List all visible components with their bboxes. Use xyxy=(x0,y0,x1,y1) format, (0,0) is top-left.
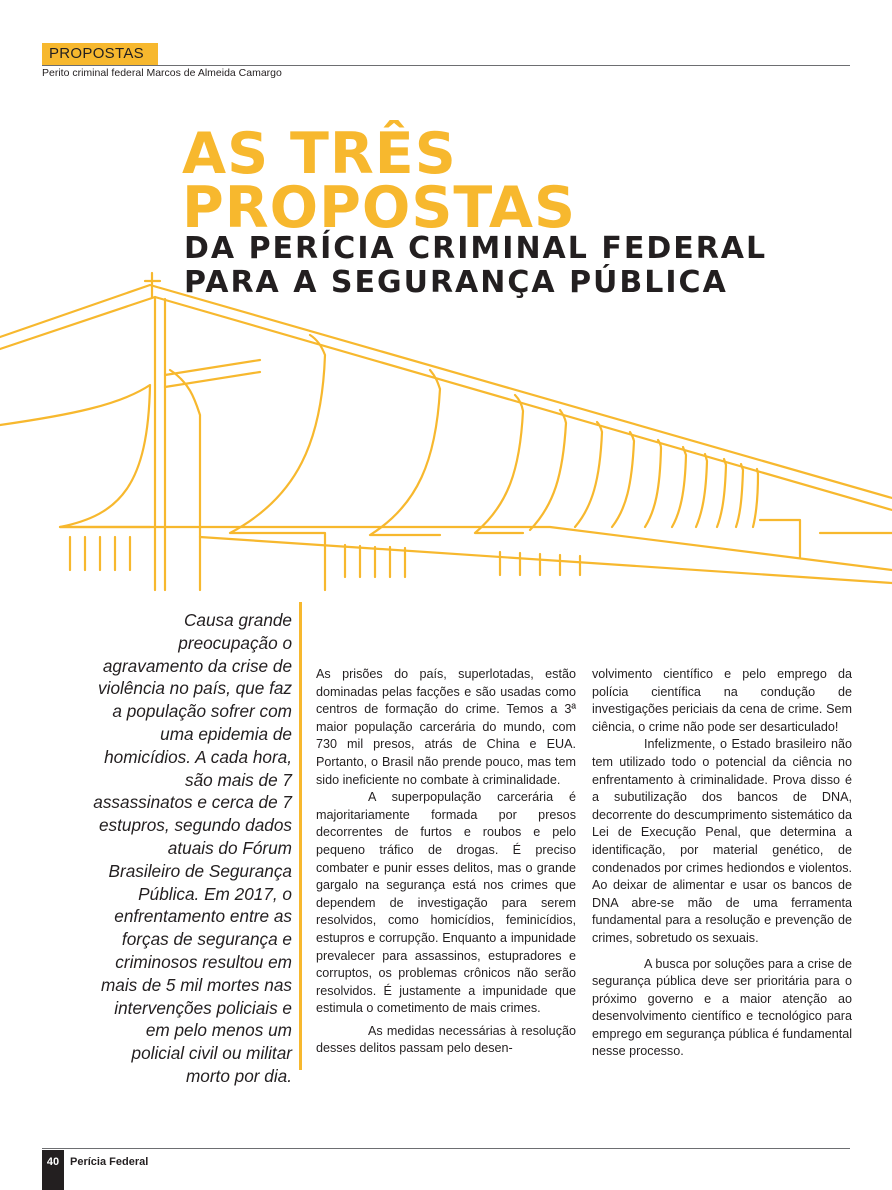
body-paragraph: Infelizmente, o Estado brasileiro não tem utilizado todo o potencial da ciência no enfrentamento à criminalidade. Prova disso é a subutilização dos bancos de DNA, decorrente do descumprimento sistemático da Lei de Execução Penal, que determina a identificação, por material genético, de condenados por crimes hediondos e violentos. Ao deixar de alimentar e usar os bancos de DNA abre-se mão de uma ferramenta fundamental para a resolução e prevenção de crimes, sobretudo os sexuais. xyxy=(592,737,852,945)
body-paragraph: As prisões do país, superlotadas, estão dominadas pelas facções e são usadas como centros de formação do crime. Temos a 3ª maior população carcerária do mundo, com 730 mil presos, atrás de China e EUA. Portanto, o Brasil não prende pouco, mas tem sido ineficiente no combate à criminalidade. xyxy=(316,667,576,787)
pull-quote: Causa grande preocupação o agravamento da crise de violência no país, que faz a população sofrer com uma epidemia de homicídios. A cada hora, são mais de 7 assassinatos e cerca de 7 estupros, segundo dados atuais do Fórum Brasileiro de Segurança Pública. Em 2017, o enfrentamento entre as forças de segurança e criminosos resultou em mais de 5 mil mortes nas intervenções policiais e em pelo menos um policial civil ou militar morto por dia. xyxy=(93,610,292,1086)
pull-quote-bar xyxy=(299,602,302,1070)
body-paragraph: A superpopulação carcerária é majoritariamente formada por presos decorrentes de furtos e roubos e pelo pequeno tráfico de drogas. É preciso combater e punir esses delitos, mas o grande gargalo na segurança está nos crimes que dependem de investigação para serem resolvidos, como homicídios, feminicídios, estupros e corrupção. Enquanto a impunidade prevalecer para assassinos, estupradores e corruptos, os problemas crônicos não serão resolvidos. É justamente a impunidade que estimula o cometimento de mais crimes. xyxy=(316,790,576,1016)
body-column-2 xyxy=(592,666,852,1061)
page-number: 40 xyxy=(42,1150,64,1190)
body-paragraph: volvimento científico e pelo emprego da polícia científica na condução de investigações periciais da cena de crime. Sem ciência, o crime não pode ser desarticulado! xyxy=(592,667,852,734)
body-column-1 xyxy=(316,666,576,1058)
subtitle-line-2: PARA A SEGURANÇA PÚBLICA xyxy=(184,265,728,300)
title-line-1: AS TRÊS xyxy=(182,121,457,187)
footer-rule xyxy=(42,1148,850,1149)
subtitle-line-1: DA PERÍCIA CRIMINAL FEDERAL xyxy=(184,231,768,266)
building-illustration xyxy=(0,265,892,595)
author-line: Perito criminal federal Marcos de Almeida Camargo xyxy=(42,67,282,79)
magazine-name: Perícia Federal xyxy=(70,1156,149,1168)
section-tag: PROPOSTAS xyxy=(42,43,158,65)
body-paragraph: A busca por soluções para a crise de segurança pública deve ser prioritária para o próximo governo e a maior atenção ao desenvolvimento científico e tecnológico para emprego em segurança pública é fundamental nesse processo. xyxy=(592,956,852,1059)
title-line-2: PROPOSTAS xyxy=(182,175,577,241)
body-paragraph: As medidas necessárias à resolução desses delitos passam pelo desen- xyxy=(316,1023,576,1056)
header-rule xyxy=(42,65,850,66)
